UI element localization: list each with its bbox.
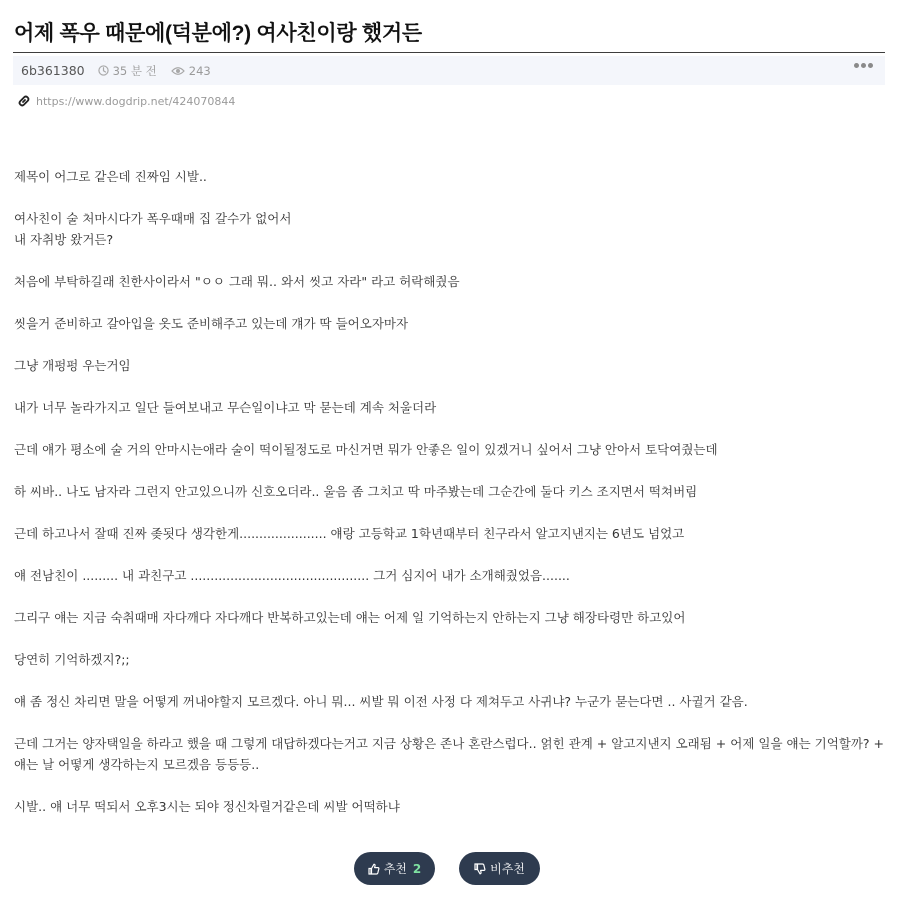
post-time-text: 35 분 전 [112,63,157,78]
post-paragraph: 당연히 기억하겠지?;; [14,652,130,667]
post-link-row [17,94,235,108]
post-paragraph: 제목이 어그로 같은데 진짜임 시발.. [14,169,207,184]
post-paragraph: 근데 그거는 양자택일을 하라고 했을 때 그렇게 대답하겠다는거고 지금 상황은 존나 혼란스럽다.. 얽힌 관계 + 알고지낸지 오래됨 + 어제 일을 얘는 기억할까? + 얘는 날 어떻게 생각하는지 모르겠음 등등등.. [14,736,888,772]
post-author[interactable]: 6b361380 [21,63,85,78]
thumbs-down-icon [474,863,486,875]
post-title: 어제 폭우 때문에(덕분에?) 여사친이랑 했거든 [14,22,422,45]
post-paragraph: 씻을거 준비하고 갈아입을 옷도 준비해주고 있는데 걔가 딱 들어오자마자 [14,316,409,331]
post-paragraph: 근데 하고나서 잘때 진짜 좆됫다 생각한게...................... 얘랑 고등학교 1학년때부터 친구라서 알고지낸지는 6년도 넘었고 [14,526,685,541]
downvote-button[interactable] [459,852,540,885]
post-paragraph: 그냥 개펑펑 우는거임 [14,358,131,373]
post-time [98,63,157,79]
upvote-label: 추천 [383,862,407,876]
post-content [14,166,888,838]
post-meta-bar [13,56,885,85]
post-url-link[interactable]: https://www.dogdrip.net/424070844 [36,94,236,108]
post-paragraph: 그리구 얘는 지금 숙취때매 자다깨다 자다깨다 반복하고있는데 얘는 어제 일 기억하는지 안하는지 그냥 해장타령만 하고있어 [14,610,686,625]
post-paragraph: 얘 좀 정신 차리면 말을 어떻게 꺼내야할지 모르겠다. 아니 뭐... 씨발 뭐 이전 사정 다 제쳐두고 사귀냐? 누군가 묻는다면 .. 사귈거 같음. [14,694,748,709]
post-views [171,64,211,78]
downvote-label: 비추천 [490,862,525,876]
post-paragraph: 하 씨바.. 나도 남자라 그런지 안고있으니까 신호오더라.. 울음 좀 그치고 딱 마주봤는데 그순간에 둘다 키스 조지면서 떡쳐버림 [14,484,698,499]
eye-icon [171,66,185,76]
post-views-count: 243 [188,63,211,78]
post-paragraph: 내가 너무 놀라가지고 일단 들여보내고 무슨일이냐고 막 묻는데 계속 처울더라 [14,400,437,415]
thumbs-up-icon [368,863,380,875]
upvote-button[interactable] [354,852,435,885]
title-divider [13,52,885,53]
clock-icon [98,65,109,76]
upvote-count: 2 [412,861,422,876]
link-icon [17,94,31,108]
post-paragraph: 얘 전남친이 ......... 내 과친구고 ............................................. 그거 심지어 내가 소개해줬었음....... [14,568,570,583]
more-horizontal-icon[interactable] [854,63,873,68]
post-paragraph: 근데 얘가 평소에 술 거의 안마시는애라 술이 떡이될정도로 마신거면 뭐가 안좋은 일이 있겠거니 싶어서 그냥 안아서 토닥여줬는데 [14,442,718,457]
post-paragraph: 시발.. 얘 너무 떡되서 오후3시는 되야 정신차릴거같은데 씨발 어떡하냐 [14,799,400,814]
post-paragraph: 여사친이 술 처마시다가 폭우때매 집 갈수가 없어서 내 자취방 왔거든? [14,211,292,247]
post-paragraph: 처음에 부탁하길래 친한사이라서 "ㅇㅇ 그래 뭐.. 와서 씻고 자라" 라고 허락해줬음 [14,274,460,289]
